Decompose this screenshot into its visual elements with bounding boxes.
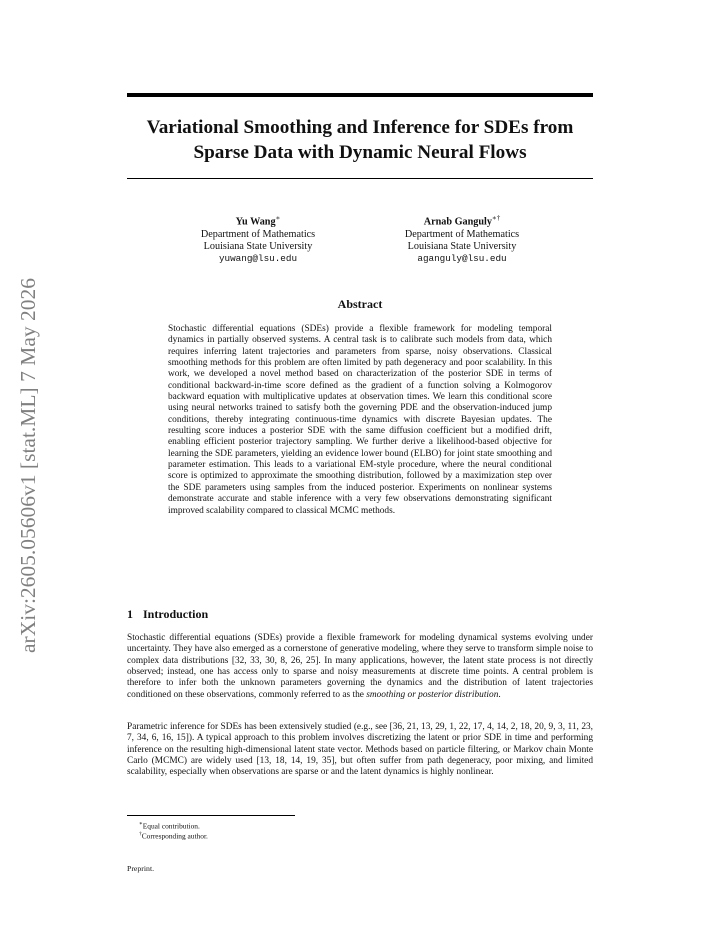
section-number: 1 <box>127 607 133 621</box>
author-department: Department of Mathematics <box>200 228 316 240</box>
author-name: Yu Wang <box>235 216 276 228</box>
author-name: Arnab Ganguly <box>423 216 492 228</box>
footnote-text: Corresponding author. <box>141 831 208 841</box>
footnote-text: Equal contribution. <box>142 821 200 831</box>
author-mark: ∗ <box>275 214 281 222</box>
intro-paragraph-1-end: . <box>498 689 501 700</box>
footnote-mark: ∗ <box>139 821 143 827</box>
paper-title: Variational Smoothing and Inference for SDEs from Sparse Data with Dynamic Neural Flows <box>146 117 574 163</box>
intro-paragraph-1 <box>127 633 593 701</box>
arxiv-sidebar-stamp <box>14 255 42 675</box>
author-card <box>362 212 562 266</box>
author-email[interactable]: aganguly@lsu.edu <box>417 253 507 265</box>
title-top-rule <box>127 93 593 97</box>
section-heading <box>127 607 208 622</box>
title-bottom-rule <box>127 178 593 179</box>
intro-paragraph-2: Parametric inference for SDEs has been extensively studied (e.g., see [36, 21, 13, 29, 1, 22, 17, 4, 14, 2, 18, 20, 9, 3, 11, 23, 7, 34, 6, 16, 15]). A typical approach to this problem involves discretizing the latent or prior SDE in time and performing inference on the resulting high-dimensional latent state vector. Methods based on particle filtering, or Markov chain Monte Carlo (MCMC) are widely used [13, 18, 14, 19, 35], but often suffer from path degeneracy, poor mixing, and limited scalability, especially when observations are sparse or and the latent dynamics is highly nonlinear. <box>127 722 593 778</box>
intro-paragraph-1-emphasis: smoothing or posterior distribution <box>366 689 499 700</box>
author-university: Louisiana State University <box>407 240 517 252</box>
author-card <box>158 212 358 266</box>
author-department: Department of Mathematics <box>404 228 520 240</box>
footnote-rule <box>127 815 295 816</box>
preprint-footer: Preprint. <box>127 864 155 873</box>
arxiv-identifier: arXiv:2605.05606v1 [stat.ML] 7 May 2026 <box>15 277 40 653</box>
author-mark: ∗† <box>491 214 501 222</box>
author-email[interactable]: yuwang@lsu.edu <box>218 253 298 265</box>
abstract-heading: Abstract <box>337 297 383 311</box>
footnote-corresponding-author <box>139 830 208 841</box>
section-title: Introduction <box>143 607 209 621</box>
author-university: Louisiana State University <box>203 240 313 252</box>
intro-paragraph-1-text: Stochastic differential equations (SDEs) provide a flexible framework for modeling dynamical systems evolving under uncertainty. They have also emerged as a cornerstone of generative modeling, where they serve to transform simple noise to complex data distributions [32, 33, 30, 8, 26, 25]. In many applications, however, the latent state process is not directly observed; instead, one has access only to sparse and noisy measurements at discrete time points. A central problem is therefore to infer both the unknown parameters governing the dynamics and the distribution of latent trajectories conditioned on these observations, commonly referred to as the <box>127 633 593 700</box>
footnote-mark: † <box>139 831 142 837</box>
abstract-text: Stochastic differential equations (SDEs) provide a flexible framework for modeling temporal dynamics in partially observed systems. A central task is to calibrate such models from data, which requires inferring latent trajectories and parameters from sparse, noisy observations. Classical smoothing methods for this problem are often limited by path degeneracy and poor scalability. In this work, we developed a novel method based on characterization of the posterior SDE in terms of conditional backward-in-time score defined as the gradient of a function solving a Kolmogorov backward equation with multiplicative updates at observation times. We learn this conditional score using neural networks trained to satisfy both the governing PDE and the observation-induced jump conditions, thereby integrating continuous-time dynamics with discrete Bayesian updates. The resulting score induces a posterior SDE with the same diffusion coefficient but a modified drift, enabling efficient posterior trajectory sampling. We further derive a likelihood-based objective for learning the SDE parameters, yielding an evidence lower bound (ELBO) for joint state smoothing and parameter estimation. This leads to a variational EM-style procedure, where the neural conditional score is optimized to approximate the smoothing distribution, followed by a maximization step over the SDE parameters using samples from the induced posterior. Experiments on nonlinear systems demonstrate accurate and stable inference with a very few observations demonstrating significant improved scalability compared to classical MCMC methods. <box>168 324 552 516</box>
